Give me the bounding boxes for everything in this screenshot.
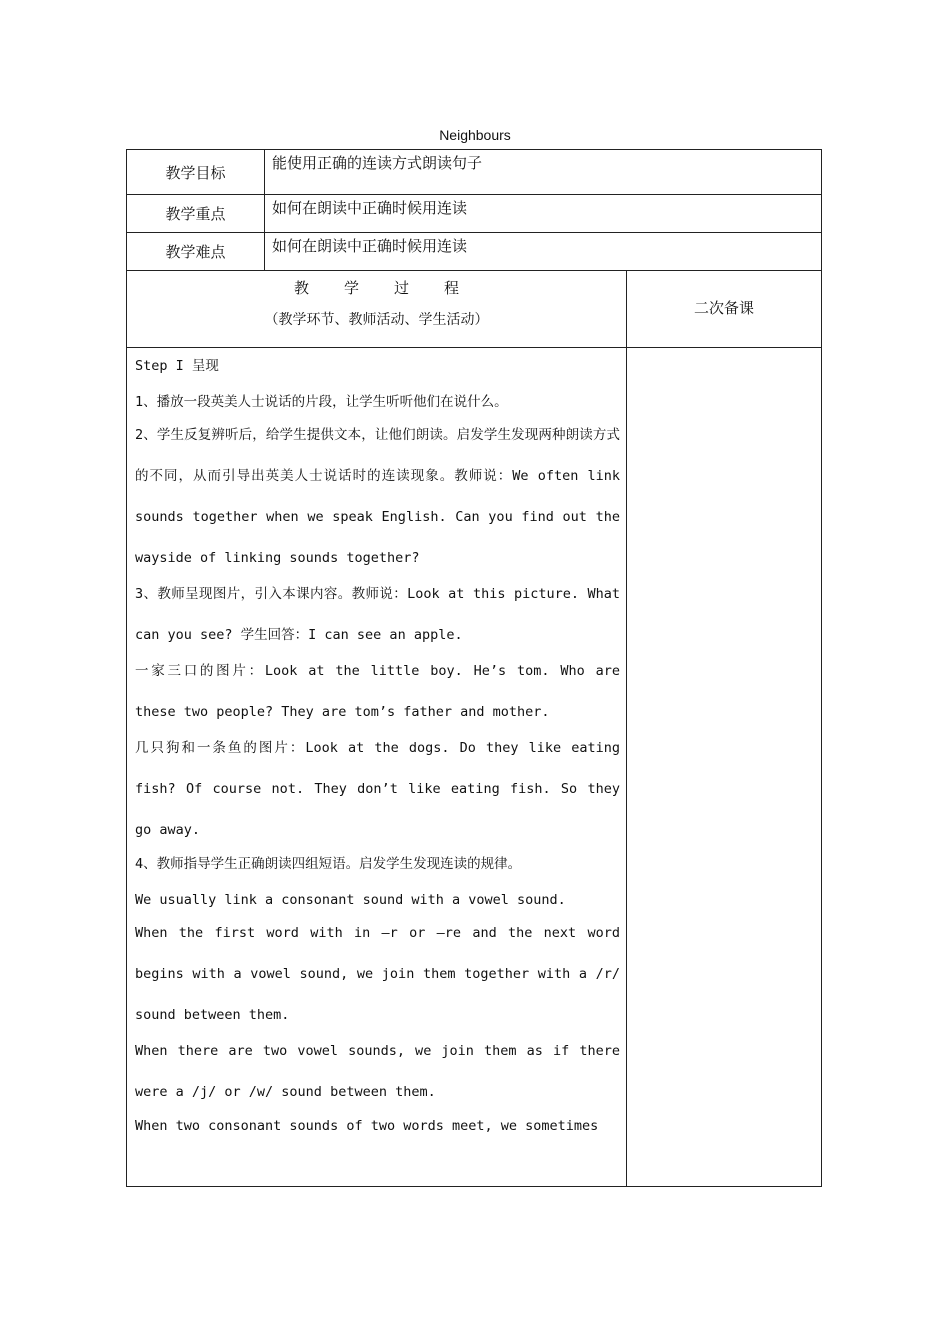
content-paragraph: 几只狗和一条鱼的图片：Look at the dogs. Do they like eating fish? Of course not. They don’t like eating fish. So they go away. <box>135 740 620 838</box>
document-title: Neighbours <box>439 127 511 143</box>
key-point-row <box>127 195 822 233</box>
objective-value: 能使用正确的连读方式朗读句子 <box>265 150 822 195</box>
key-point-label: 教学重点 <box>127 195 265 233</box>
second-prep-header <box>627 271 822 348</box>
objective-label: 教学目标 <box>127 150 265 195</box>
difficulty-value: 如何在朗读中正确时候用连读 <box>265 233 822 271</box>
step-heading: Step I 呈现 <box>135 358 219 374</box>
content-paragraph: 3、教师呈现图片，引入本课内容。教师说：Look at this picture. What can you see? 学生回答：I can see an apple. <box>135 586 620 643</box>
process-title-char: 程 <box>443 279 459 297</box>
content-paragraph: When there are two vowel sounds, we join them as if there were a /j/ or /w/ sound between them. <box>135 1043 620 1100</box>
process-title <box>127 279 626 297</box>
content-row <box>127 348 822 1187</box>
process-title-char: 过 <box>393 279 409 297</box>
content-paragraph: When the first word with in –r or –re and the next word begins with a vowel sound, we join them together with a /r/ sound between them. <box>135 925 620 1023</box>
content-paragraph: 一家三口的图片：Look at the little boy. He’s tom. Who are these two people? They are tom’s father and mother. <box>135 663 620 720</box>
process-header-row <box>127 271 822 348</box>
content-paragraph: We usually link a consonant sound with a vowel sound. <box>135 892 566 908</box>
key-point-value: 如何在朗读中正确时候用连读 <box>265 195 822 233</box>
objective-row <box>127 150 822 195</box>
process-subtitle: （教学环节、教师活动、学生活动） <box>264 312 489 328</box>
process-title-char: 教 <box>293 279 309 297</box>
second-prep-label: 二次备课 <box>694 299 755 317</box>
second-prep-notes <box>627 348 822 1187</box>
difficulty-row <box>127 233 822 271</box>
difficulty-label: 教学难点 <box>127 233 265 271</box>
content-paragraph: When two consonant sounds of two words meet, we sometimes <box>135 1118 599 1134</box>
process-header <box>127 271 627 348</box>
content-paragraph: 4、教师指导学生正确朗读四组短语。启发学生发现连读的规律。 <box>135 856 522 872</box>
content-paragraph: 1、播放一段英美人士说话的片段，让学生听听他们在说什么。 <box>135 394 508 410</box>
content-paragraph: 2、学生反复辨听后，给学生提供文本，让他们朗读。启发学生发现两种朗读方式的不同，从而引导出英美人士说话时的连读现象。教师说：We often link sounds together when we speak English. Can you find out the wayside of linking sounds together? <box>135 427 620 566</box>
lesson-plan-table <box>126 149 822 1187</box>
teaching-content <box>127 348 627 1187</box>
process-title-char: 学 <box>343 279 359 297</box>
